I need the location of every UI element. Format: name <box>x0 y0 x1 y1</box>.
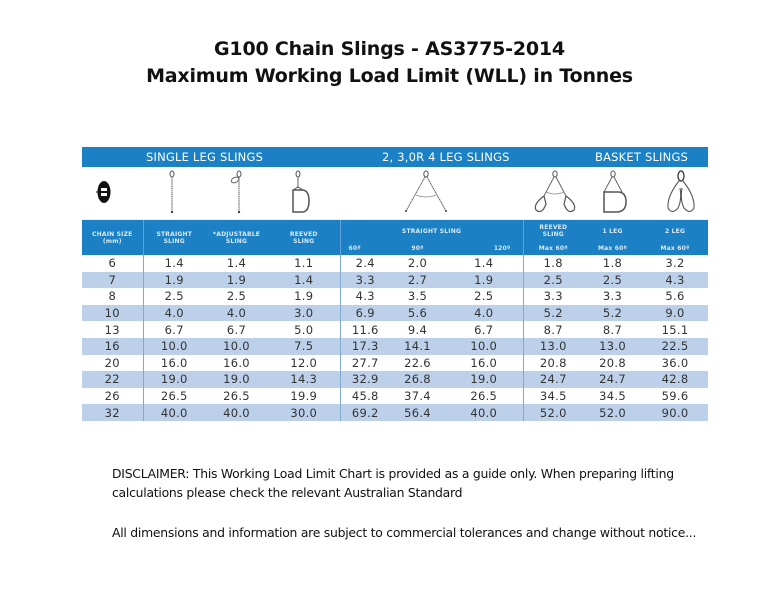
cell: 5.6 <box>390 305 445 322</box>
header-angle-120: 120º <box>445 242 523 255</box>
cell: 2.5 <box>143 288 205 305</box>
cell: 1.4 <box>445 255 523 272</box>
page-subtitle: Maximum Working Load Limit (WLL) in Tonnes <box>146 65 633 87</box>
cell: 20.8 <box>523 355 583 372</box>
two-leg-straight-sling-icon <box>402 170 450 216</box>
table-row <box>82 404 708 421</box>
table-row <box>82 255 708 272</box>
cell: 1.4 <box>143 255 205 272</box>
disclaimer-text: DISCLAIMER: This Working Load Limit Chart is provided as a guide only. When preparing lifting calculations please check the relevant Australian Standard <box>112 466 674 500</box>
cell: 52.0 <box>583 404 642 421</box>
cell: 45.8 <box>340 388 390 405</box>
cell: 22.6 <box>390 355 445 372</box>
cell: 1.9 <box>143 272 205 289</box>
wll-table <box>82 220 708 421</box>
cell: 32.9 <box>340 371 390 388</box>
header-reeved-max: Max 60º <box>523 242 583 255</box>
cell: 17.3 <box>340 338 390 355</box>
basket-two-leg-icon <box>664 170 698 216</box>
cell: 19.0 <box>143 371 205 388</box>
cell-chain-size: 22 <box>82 371 143 388</box>
cell: 5.2 <box>523 305 583 322</box>
cell: 4.3 <box>340 288 390 305</box>
header-reeved-two-leg: REEVED SLING <box>523 220 583 242</box>
cell: 3.3 <box>523 288 583 305</box>
cell: 1.9 <box>445 272 523 289</box>
header-adjustable-sling: *ADJUSTABLE SLING <box>205 220 268 255</box>
banner-multi-leg: 2, 3,0R 4 LEG SLINGS <box>382 150 510 164</box>
cell: 40.0 <box>445 404 523 421</box>
header-chain-size: CHAIN SIZE (mm) <box>82 220 143 255</box>
chain-link-icon <box>96 179 112 205</box>
table-row <box>82 371 708 388</box>
cell: 16.0 <box>445 355 523 372</box>
cell: 4.0 <box>445 305 523 322</box>
header-angle-90: 90º <box>390 242 445 255</box>
cell: 26.8 <box>390 371 445 388</box>
cell: 4.3 <box>642 272 708 289</box>
cell: 26.5 <box>205 388 268 405</box>
header-straight-sling-group: STRAIGHT SLING <box>340 220 523 242</box>
cell-chain-size: 16 <box>82 338 143 355</box>
cell: 6.9 <box>340 305 390 322</box>
table-row <box>82 388 708 405</box>
cell: 22.5 <box>642 338 708 355</box>
cell: 9.4 <box>390 321 445 338</box>
cell: 3.5 <box>390 288 445 305</box>
cell: 2.5 <box>445 288 523 305</box>
header-reeved-sling: REEVED SLING <box>268 220 340 255</box>
cell: 10.0 <box>143 338 205 355</box>
header-one-leg-max: Max 60º <box>583 242 642 255</box>
cell: 11.6 <box>340 321 390 338</box>
cell-chain-size: 10 <box>82 305 143 322</box>
cell: 20.8 <box>583 355 642 372</box>
cell: 30.0 <box>268 404 340 421</box>
cell: 10.0 <box>445 338 523 355</box>
cell: 52.0 <box>523 404 583 421</box>
cell: 4.0 <box>205 305 268 322</box>
cell-chain-size: 13 <box>82 321 143 338</box>
table-row <box>82 338 708 355</box>
cell: 69.2 <box>340 404 390 421</box>
cell: 42.8 <box>642 371 708 388</box>
cell: 8.7 <box>583 321 642 338</box>
cell: 34.5 <box>583 388 642 405</box>
basket-one-leg-icon <box>600 170 630 216</box>
reeved-two-leg-sling-icon <box>530 170 580 216</box>
cell: 1.8 <box>523 255 583 272</box>
cell: 2.4 <box>340 255 390 272</box>
cell-chain-size: 26 <box>82 388 143 405</box>
cell: 5.2 <box>583 305 642 322</box>
cell: 6.7 <box>143 321 205 338</box>
cell: 12.0 <box>268 355 340 372</box>
cell: 1.1 <box>268 255 340 272</box>
table-row <box>82 305 708 322</box>
sling-icons-row <box>82 167 708 220</box>
cell: 9.0 <box>642 305 708 322</box>
section-banner <box>82 147 708 167</box>
cell: 34.5 <box>523 388 583 405</box>
cell: 2.5 <box>205 288 268 305</box>
cell: 5.0 <box>268 321 340 338</box>
cell: 1.9 <box>268 288 340 305</box>
cell-chain-size: 7 <box>82 272 143 289</box>
cell: 14.1 <box>390 338 445 355</box>
cell: 2.5 <box>523 272 583 289</box>
cell: 3.0 <box>268 305 340 322</box>
cell: 26.5 <box>445 388 523 405</box>
cell: 36.0 <box>642 355 708 372</box>
table-row <box>82 321 708 338</box>
adjustable-sling-icon <box>228 170 246 216</box>
cell: 56.4 <box>390 404 445 421</box>
cell: 24.7 <box>583 371 642 388</box>
tolerance-notice: All dimensions and information are subject to commercial tolerances and change without notice... <box>112 525 697 540</box>
straight-sling-icon <box>166 170 178 216</box>
cell: 16.0 <box>143 355 205 372</box>
cell-chain-size: 8 <box>82 288 143 305</box>
cell: 27.7 <box>340 355 390 372</box>
table-row <box>82 355 708 372</box>
cell: 13.0 <box>523 338 583 355</box>
reeved-sling-icon <box>290 170 312 216</box>
table-row <box>82 272 708 289</box>
cell: 13.0 <box>583 338 642 355</box>
header-basket-two-leg: 2 LEG <box>642 220 708 242</box>
cell: 2.7 <box>390 272 445 289</box>
cell: 6.7 <box>445 321 523 338</box>
cell: 26.5 <box>143 388 205 405</box>
page-title: G100 Chain Slings - AS3775-2014 <box>214 38 565 60</box>
wll-table-body <box>82 255 708 421</box>
cell: 7.5 <box>268 338 340 355</box>
cell: 59.6 <box>642 388 708 405</box>
cell: 5.6 <box>642 288 708 305</box>
cell: 3.3 <box>340 272 390 289</box>
cell: 10.0 <box>205 338 268 355</box>
cell: 6.7 <box>205 321 268 338</box>
cell: 16.0 <box>205 355 268 372</box>
wll-chart <box>82 147 708 421</box>
cell: 3.2 <box>642 255 708 272</box>
header-two-leg-max: Max 60º <box>642 242 708 255</box>
cell: 40.0 <box>143 404 205 421</box>
cell: 3.3 <box>583 288 642 305</box>
cell: 1.9 <box>205 272 268 289</box>
cell: 37.4 <box>390 388 445 405</box>
cell: 15.1 <box>642 321 708 338</box>
cell: 19.9 <box>268 388 340 405</box>
header-basket-one-leg: 1 LEG <box>583 220 642 242</box>
cell-chain-size: 20 <box>82 355 143 372</box>
cell: 4.0 <box>143 305 205 322</box>
banner-basket: BASKET SLINGS <box>595 150 689 164</box>
cell: 2.0 <box>390 255 445 272</box>
cell: 1.4 <box>205 255 268 272</box>
cell-chain-size: 6 <box>82 255 143 272</box>
cell: 40.0 <box>205 404 268 421</box>
banner-single-leg: SINGLE LEG SLINGS <box>146 150 264 164</box>
cell-chain-size: 32 <box>82 404 143 421</box>
cell: 19.0 <box>205 371 268 388</box>
cell: 90.0 <box>642 404 708 421</box>
header-straight-sling: STRAIGHT SLING <box>143 220 205 255</box>
cell: 2.5 <box>583 272 642 289</box>
cell: 24.7 <box>523 371 583 388</box>
table-row <box>82 288 708 305</box>
cell: 1.8 <box>583 255 642 272</box>
cell: 1.4 <box>268 272 340 289</box>
header-angle-60: 60º <box>340 242 390 255</box>
cell: 19.0 <box>445 371 523 388</box>
cell: 14.3 <box>268 371 340 388</box>
cell: 8.7 <box>523 321 583 338</box>
